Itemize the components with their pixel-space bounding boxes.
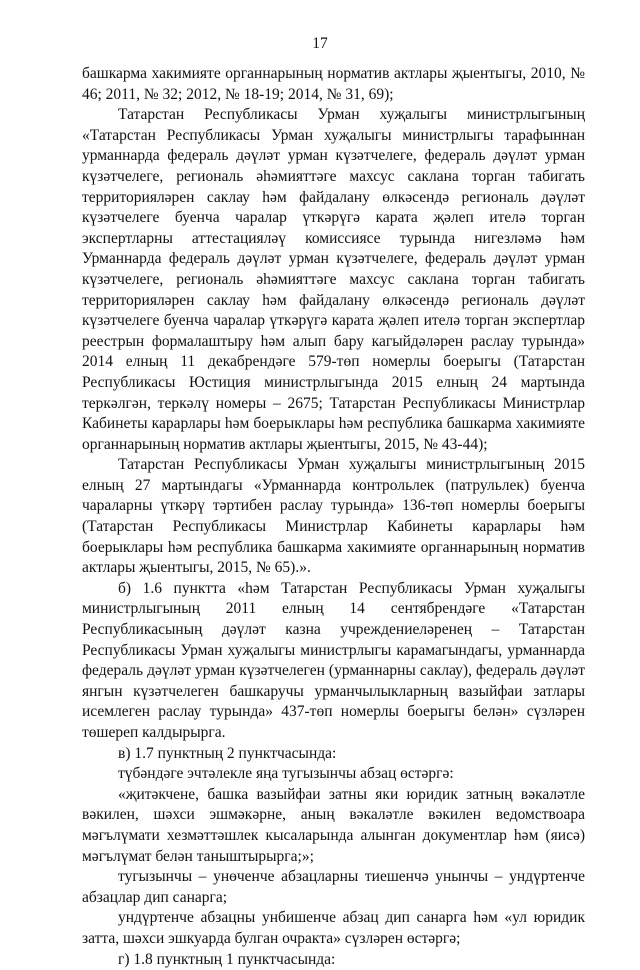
paragraph-3: Татарстан Республикасы Урман хуҗалыгы министрлыгының 2015 елның 27 мартындагы «Урманнарда контрольлек (патрульлек) буенча чараларны үткәрү тәртибен раслау турында» 136-төп номерлы боерыгы (Татарстан Республикасы Министрлар Кабинеты карарлары һәм боерыклары һәм республика башкарма хакимияте органнарының норматив актлары җыентыгы, 2015, № 65).».: [82, 456, 585, 577]
paragraph-5: в) 1.7 пунктның 2 пунктчасында:: [118, 744, 337, 762]
document-body: [82, 64, 585, 970]
paragraph-9: ундүртенче абзацны унбишенче абзац дип санарга һәм «ул юридик затта, шәхси эшкуарда булган очракта» сүзләрен өстәргә;: [82, 909, 585, 947]
paragraph-6: түбәндәге эчтәлекле яңа тугызынчы абзац өстәргә:: [118, 765, 454, 783]
paragraph-8: тугызынчы – унөченче абзацларны тиешенчә унынчы – ундүртенче абзацлар дип санарга;: [82, 868, 585, 906]
paragraph-7: «җитәкчене, башка вазыйфаи затны яки юридик затның вәкаләтле вәкилен, шәхси эшмәкәрне, аның вәкаләтле вәкилен ведомствоара мәгълүмати хезмәттәшлек кысаларында алынган документлар һәм (яисә) мәгълүмат белән таныштырырга;»;: [82, 785, 585, 865]
page-number: 17: [312, 35, 328, 52]
paragraph-10: г) 1.8 пунктның 1 пунктчасында:: [118, 950, 336, 968]
paragraph-2: Татарстан Республикасы Урман хуҗалыгы министрлыгының «Татарстан Республикасы Урман хуҗалыгы министрлыгы тарафыннан урманнарда федераль дәүләт урман күзәтчелеге, федераль дәүләт урман күзәтчелеге, региональ әһәмияттәге махсус саклана торган табигать территорияләрен саклау һәм файдалану өлкәсендә региональ дәүләт күзәтчелеге буенча чаралар үткәрүгә карата җәлеп ителә торган экспертларны аттестацияләү комиссиясе турында нигезләмә һәм Урманнарда федераль дәүләт урман күзәтчелеге, федераль дәүләт урман күзәтчелеге, региональ әһәмияттәге махсус саклана торган табигать территорияләрен саклау һәм файдалану өлкәсендә региональ дәүләт күзәтчелеге буенча чаралар үткәрүгә карата җәлеп ителә торган экспертлар реестрын формалаштыру һәм алып бару кагыйдәләрен раслау турында» 2014 елның 11 декабрендәге 579-төп номерлы боерыгы (Татарстан Республикасы Юстиция министрлыгында 2015 елның 24 мартында теркәлгән, теркәлү номеры – 2675; Татарстан Республикасы Министрлар Кабинеты карарлары һәм боерыклары һәм республика башкарма хакимияте органнарының норматив актлары җыентыгы, 2015, № 43-44);: [82, 106, 585, 453]
paragraph-1: башкарма хакимияте органнарының норматив актлары җыентыгы, 2010, № 46; 2011, № 32; 2012, № 18-19; 2014, № 31, 69);: [82, 65, 585, 103]
paragraph-4: б) 1.6 пунктта «һәм Татарстан Республикасы Урман хуҗалыгы министрлыгының 2011 елның 14 сентябрендәге «Татарстан Республикасының дәүләт казна учреждениеләренең – Татарстан Республикасы Урман хуҗалыгы министрлыгы карамагындагы, урманнарда федераль дәүләт урман күзәтчелеген (урманнарны саклау), федераль дәүләт янгын күзәтчелеген башкаручы урманчылыкларның вазыйфаи затлары исемлеген раслау турында» 437-төп номерлы боерыгы белән» сүзләрен төшереп калдырырга.: [82, 579, 585, 741]
